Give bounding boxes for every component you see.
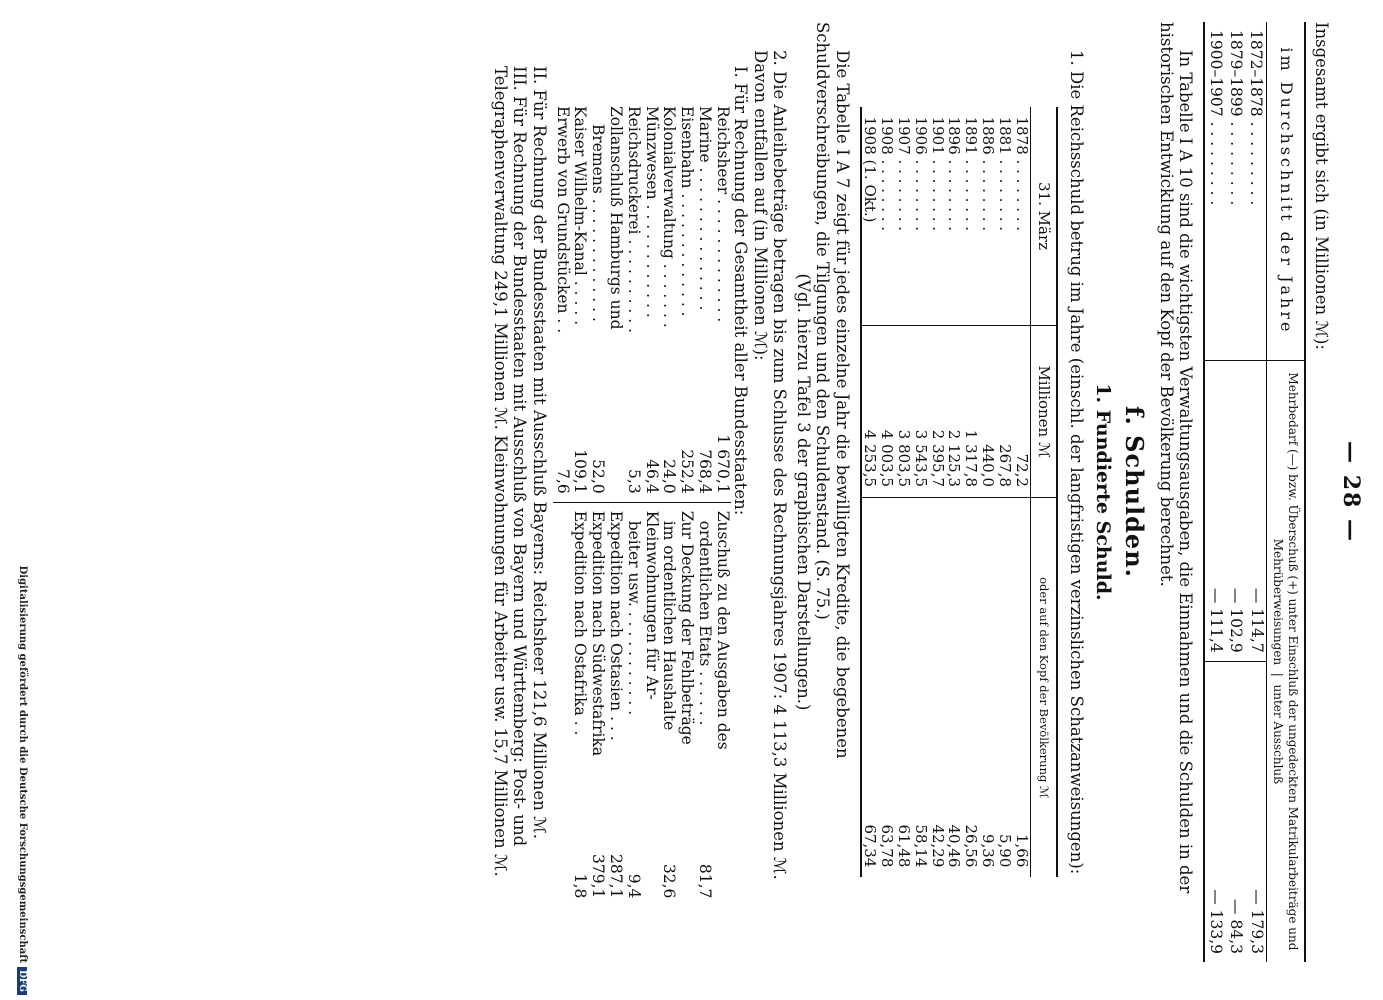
row-millions: 440,0	[979, 326, 996, 498]
item-value: 768,4	[696, 449, 715, 494]
row-value-excl: — 179,3	[1246, 661, 1267, 962]
item-label: im ordentlichen Haushalte	[660, 520, 679, 731]
row-millions: 4 253,5	[861, 326, 879, 498]
col-date-header: 31. März	[1030, 107, 1057, 326]
row-years: 1900–1907 . . . . . . . . .	[1206, 30, 1225, 206]
row-per-capita: 58,14	[912, 498, 929, 878]
row-millions: 1 317,8	[962, 326, 979, 498]
paragraph-table-reference: Die Tabelle I A 7 zeigt für jedes einzelne Jahr die bewilligten Kredite, die begebenen Schuldverschreibungen, die Tilgungen und den Schuldenstand. (S. 75.)	[813, 22, 852, 759]
item-label: ordentlichen Etats . . . . . .	[696, 520, 715, 726]
item-label: Zollanschluß Hamburgs und	[606, 106, 625, 330]
list-item	[606, 507, 624, 903]
row-year: 1886 . . . . . . . .	[979, 116, 998, 232]
item-label: Expedition nach Südwestafrika	[589, 510, 608, 757]
table-row	[962, 107, 979, 878]
item-value: 109,1	[571, 449, 590, 494]
item-value	[606, 426, 624, 498]
item-value: 32,6	[660, 863, 679, 899]
subsection-heading-funded-debt: 1. Fundierte Schuld.	[1092, 383, 1115, 601]
row-per-capita: 42,29	[929, 498, 946, 878]
row-year: 1901 . . . . . . . .	[928, 116, 947, 232]
list-item	[642, 507, 660, 903]
list-item	[642, 102, 660, 498]
list-item	[553, 102, 571, 498]
table-row	[1204, 22, 1225, 962]
item-value: 52,0	[589, 459, 608, 494]
item-label: Zur Deckung der Fehlbeträge	[678, 510, 697, 745]
list-item	[677, 102, 695, 498]
table-row	[1226, 22, 1246, 962]
list-item	[713, 507, 731, 903]
list-item	[624, 102, 642, 498]
row-year: 1881 . . . . . . . .	[995, 116, 1014, 232]
paragraph-allocation-part2: II. Für Rechnung der Bundesstaaten mit Ausschluß Bayerns: Reichsheer 121,6 Millionen ℳ.	[529, 66, 549, 839]
item-label: Expedition nach Ostasien . . .	[606, 510, 625, 741]
item-value	[713, 830, 731, 902]
row-year: 1896 . . . . . . . .	[945, 116, 964, 232]
list-item	[571, 102, 589, 498]
table-row	[979, 107, 996, 878]
table-row	[895, 107, 912, 878]
item-label: Marine . . . . . . . . . . . . . . .	[696, 106, 715, 311]
col-inclusive-header: Mehrbedarf (—) bzw. Überschuß (+) unter Einschluß der ungedeckten Matrikularbeiträge und Mehrüberweisungen	[1271, 372, 1300, 951]
row-value-excl: — 84,3	[1226, 661, 1246, 962]
item-value: 1 670,1	[713, 434, 732, 494]
item-value: 7,6	[553, 469, 572, 494]
allocation-right-list	[571, 507, 731, 903]
item-value: 24,0	[660, 459, 679, 494]
item-value	[642, 830, 660, 902]
page-number: — 28 —	[1338, 441, 1364, 543]
row-millions: 4 003,5	[878, 326, 895, 498]
table-row	[946, 107, 963, 878]
debt-table	[860, 107, 1059, 878]
dfg-logo: DFG	[17, 967, 27, 995]
row-millions: 267,8	[996, 326, 1013, 498]
table-row	[912, 107, 929, 878]
item-value: 81,7	[696, 863, 715, 899]
col-exclusive-header: unter Ausschluß	[1271, 684, 1286, 785]
item-value	[677, 830, 695, 902]
row-per-capita: 63,78	[878, 498, 895, 878]
list-item	[713, 102, 731, 498]
paragraph-graphic-reference: (Vgl. hierzu Tafel 3 der graphischen Darstellungen.)	[793, 273, 813, 711]
row-years: 1872–1878 . . . . . . . . .	[1247, 30, 1266, 206]
item-label: Reichsheer . . . . . . . . . . . . .	[713, 106, 732, 323]
row-year: 1891 . . . . . . . .	[962, 116, 981, 232]
row-year: 1878 . . . . . . . .	[1012, 116, 1031, 232]
list-item	[588, 507, 606, 903]
row-millions: 3 543,5	[912, 326, 929, 498]
item-value: 287,1	[606, 854, 625, 899]
item-label: Münzwesen . . . . . . . . . . . .	[642, 106, 661, 318]
digitization-footer	[17, 0, 28, 995]
item-label: Zuschuß zu den Ausgaben des	[713, 510, 732, 750]
list-item	[588, 102, 606, 498]
list-item	[660, 102, 678, 498]
list-item	[571, 507, 589, 903]
footer-note: Digitalisierung gefördert durch die Deutsche Forschungsgemeinschaft	[17, 565, 28, 964]
row-year: 1907 . . . . . . . .	[895, 116, 914, 232]
list-item	[677, 507, 695, 903]
list-item	[695, 507, 713, 903]
paragraph-allocation-part3: III. Für Rechnung der Bundesstaaten mit Ausschluß von Bayern und Württemberg: Post- und Telegraphenverwaltung 249,1 Millionen ℳ. Kleinwohnungen für Arbeiter usw. 15,7 Millionen ℳ.	[490, 66, 530, 877]
item-label: Reichsdruckerei . . . . . . . . . .	[624, 106, 643, 334]
table-row	[878, 107, 895, 878]
row-per-capita: 5,90	[996, 498, 1013, 878]
document-page	[333, 22, 1363, 962]
item-label: Eisenbahn . . . . . . . . . . . . .	[678, 106, 697, 317]
item-label: Bremens . . . . . . . . . . . . .	[589, 124, 608, 322]
row-year: 1906 . . . . . . . .	[911, 116, 930, 232]
row-per-capita: 61,48	[895, 498, 912, 878]
row-per-capita: 40,46	[946, 498, 963, 878]
deficit-table	[1203, 22, 1305, 962]
row-value-excl: — 133,9	[1204, 661, 1225, 962]
table-row	[1013, 107, 1030, 878]
row-per-capita: 26,56	[962, 498, 979, 878]
row-value-incl: — 102,9	[1226, 360, 1246, 661]
list-item	[660, 507, 678, 903]
item-label: Erwerb von Grundstücken . .	[553, 106, 572, 334]
item-label: Kolonialverwaltung . . . . . . .	[660, 106, 679, 328]
row-per-capita: 1,66	[1013, 498, 1030, 878]
row-millions: 2 395,7	[929, 326, 946, 498]
allocation-table	[553, 98, 731, 906]
list-item	[606, 102, 624, 498]
item-label: Kaiser Wilhelm-Kanal . . . . .	[571, 106, 590, 326]
section-heading-debts: f. Schulden.	[1120, 406, 1150, 578]
col-deficit-header: Mehrbedarf (—) bzw. Überschuß (+) unter Einschluß der ungedeckten Matrikularbeiträge und Mehrüberweisungen | unter Ausschluß	[1267, 360, 1305, 962]
row-years: 1879–1899 . . . . . . . . .	[1226, 30, 1245, 206]
allocation-left-list	[553, 102, 731, 498]
table-row	[1246, 22, 1267, 962]
intro-text: Insgesamt ergibt sich (in Millionen ℳ):	[1312, 22, 1332, 350]
row-year: 1908 (1. Okt.)	[861, 116, 880, 223]
row-year: 1908 . . . . . . . .	[878, 116, 897, 232]
row-millions: 72,2	[1013, 326, 1030, 498]
table-row	[929, 107, 946, 878]
row-per-capita: 9,36	[979, 498, 996, 878]
item-label: Kleinwohnungen für Ar-	[642, 510, 661, 700]
list-item	[695, 102, 713, 498]
item-value: 379,1	[589, 854, 608, 899]
col-millions-header: Millionen ℳ	[1030, 326, 1057, 498]
list-item	[624, 507, 642, 903]
row-per-capita: 67,34	[861, 498, 879, 878]
paragraph-loan-amounts: 2. Die Anleihebeträge betragen bis zum Schlusse des Rechnungsjahres 1907: 4 113,3 Millionen ℳ.	[770, 50, 790, 880]
paragraph-allocation-intro: Davon entfallen auf (in Millionen ℳ):	[750, 50, 770, 361]
table-row	[861, 107, 879, 878]
item-value: 252,4	[678, 449, 697, 494]
item-label: beiter usw. . . . . . . . . . . .	[624, 520, 643, 716]
row-millions: 3 803,5	[895, 326, 912, 498]
item-value: 5,3	[624, 469, 643, 494]
paragraph-allocation-part1: I. Für Rechnung der Gesamtheit aller Bundesstaaten:	[731, 66, 751, 516]
paragraph-reich-debt: 1. Die Reichsschuld betrug im Jahre (einschl. der langfristigen verzinslichen Schatzanweisungen):	[1066, 50, 1086, 875]
col-years-header: im Durchschnitt der Jahre	[1267, 22, 1305, 360]
item-value: 9,4	[624, 873, 643, 899]
table-row	[996, 107, 1013, 878]
item-value: 46,4	[642, 459, 661, 494]
col-per-capita-header: oder auf den Kopf der Bevölkerung ℳ	[1030, 498, 1057, 878]
row-value-incl: — 111,4	[1204, 360, 1225, 661]
item-value: 1,8	[571, 873, 590, 899]
row-millions: 2 125,3	[946, 326, 963, 498]
paragraph-per-capita: In Tabelle I A 10 sind die wichtigsten Verwaltungsausgaben, die Einnahmen und die Schulden in der historischen Entwicklung auf den Kopf der Bevölkerung berechnet.	[1156, 22, 1196, 894]
row-value-incl: — 114,7	[1246, 360, 1267, 661]
item-label: Expedition nach Ostafrika . .	[571, 510, 590, 736]
